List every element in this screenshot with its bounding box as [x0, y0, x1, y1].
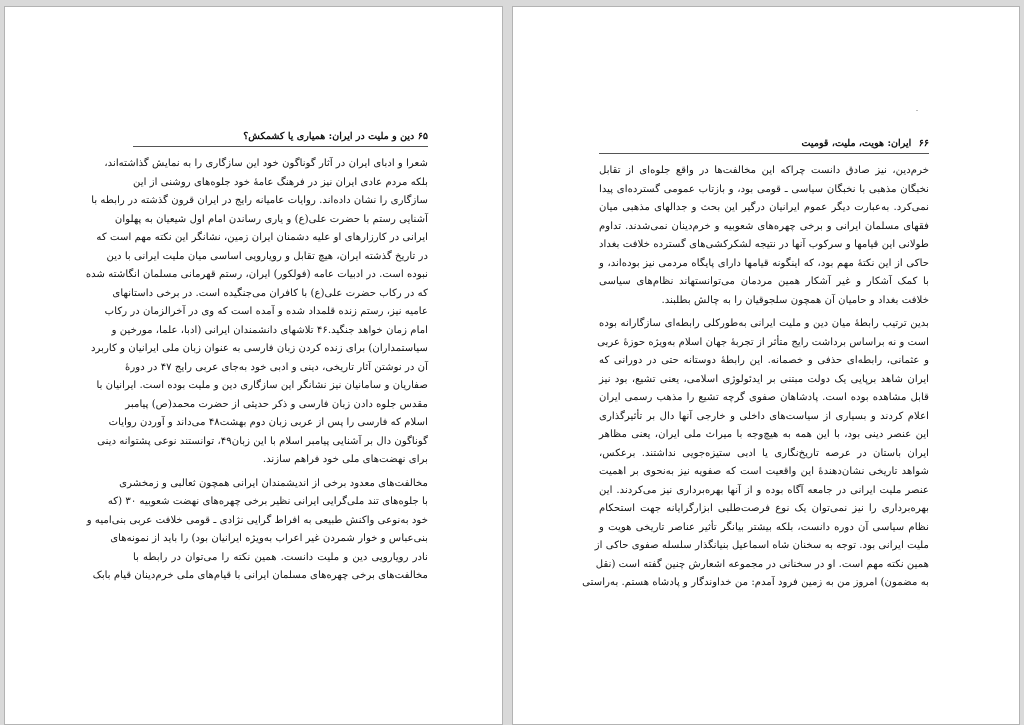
text-line: حاکی از این نکتهٔ مهم بود، که اینگونه قیامها دارای پایگاه مردمی نیز بوده‌اند، و	[599, 257, 929, 269]
text-line: در تاریخ گذشته ایران، هیچ تقابل و رویارویی اساسی میان ملیت ایرانی با دین	[106, 250, 428, 262]
text-line: طولانی این قیامها و سرکوب آنها در نتیجه لشکرکشی‌های گسترده خلافت بغداد	[599, 239, 929, 250]
text-line: شواهد تاریخی نشان‌دهندهٔ این واقعیت است که صفویه نیز به‌نحوی بر اهمیت	[599, 466, 929, 477]
text-line: خلافت بغداد و حامیان آن همچون سلجوقیان را به چالش بطلبند.	[661, 294, 929, 306]
text-line: ایران باستان در عرصه تاریخ‌نگاری یا ادبی ستیزه‌جویی نداشتند. برعکس،	[599, 447, 929, 459]
right-page	[512, 6, 1020, 725]
text-line: نبوده است. در ادبیات عامه (فولکور) ایران، رستم قهرمانی مسلمان انگاشته شده	[85, 269, 428, 280]
text-line: بهره‌برداری را نیز نمی‌توان یک نوع فرصت‌طلبی ابزارگرایانه جهت استحکام	[599, 503, 929, 514]
text-line: آشنایی رستم با حضرت علی(ع) و یاری رساندن امام اول شیعیان به پهلوان	[114, 213, 428, 225]
text-line: با کمک آشکار و غیر آشکار همین مردمان می‌توانستهاند نظام‌های سیاسی	[599, 276, 929, 287]
text-line: و عثمانی، رابطه‌ای حذفی و خصمانه. این رابطهٔ دوستانه حتی در دورانی که	[599, 355, 929, 366]
text-line: ایران شاهد برپایی یک دولت مبتنی بر ایدئولوژی اسلامی، یعنی تشیع، بود نیز	[599, 373, 929, 385]
text-line: نادر رویارویی دین و ملیت دانست. همین نکته را می‌توان در رابطه با	[133, 551, 428, 563]
text-line: صفاریان و سامانیان نیز نشانگر این سازگاری دین و ملیت بوده است. ایرانیان با	[96, 380, 428, 391]
text-line: ایرانی در کارزارهای او علیه دشمنان ایران زمین، نشانگر این نکته مهم است که	[96, 232, 428, 243]
text-line: است و نه براساس برداشت رایج متأثر از تجربهٔ جهان اسلام به‌ویژه حوزهٔ عربی	[597, 336, 929, 348]
text-line: نظام سیاسی آن دوره دانست، بلکه بیشتر بیانگر تأثیر عناصر تاریخی هویت و	[599, 521, 929, 533]
margin-mark	[916, 110, 918, 111]
text-line: فقهای مسلمان ایرانی و برخی چهره‌های شعوبیه و خرم‌دینان نمی‌شدند. تداوم	[599, 220, 929, 232]
text-line: ملیت ایرانی بود. توجه به سخنان شاه اسماعیل بنیانگذار سلسله صفوی حاکی از	[594, 540, 929, 551]
text-line: به مضمون) امروز من به زمین فرود آمدم: من خداوندگار و پادشاه هستم. به‌راستی	[582, 577, 929, 588]
running-header	[599, 138, 929, 154]
text-line: شعرا و ادبای ایران در آثار گوناگون خود این سازگاری را به نمایش گذاشته‌اند،	[104, 158, 428, 169]
text-line: اسلام که فارسی را پس از عربی زبان دوم بهشت۴۸ می‌داند و آوردن روایات	[108, 417, 428, 428]
text-line: بنی‌عباس و خوار شمردن غیر اعراب به‌ویژه ایرانیان بود) را باید از نمونه‌های	[110, 533, 428, 544]
right-page-content	[582, 138, 929, 593]
left-page	[4, 6, 503, 725]
text-line: همین نکته مهم است. او در سخنانی در مجموعه اشعارش چنین گفته است (نقل	[595, 558, 929, 570]
text-line: عنصر ملیت ایرانی در جامعه آگاه بوده و از آنها بهره‌برداری نیز می‌کردند. این	[599, 484, 929, 496]
text-line: بدین ترتیب رابطهٔ میان دین و ملیت ایرانی به‌طورکلی رابطه‌ای سازگارانه بوده	[599, 318, 929, 329]
text-line: مخالفت‌های معدود برخی از اندیشمندان ایرانی همچون ثعالبی و زمخشری	[119, 477, 428, 489]
text-line: خرم‌دین، نیز صادق دانست چراکه این مخالفت‌ها در واقع جلوه‌ای از تقابل	[599, 165, 929, 176]
header-title: ایران: هویت، ملیت، قومیت	[801, 138, 912, 149]
running-header	[133, 131, 428, 147]
body-text	[582, 162, 929, 593]
text-line: نمی‌کرد. به‌عبارت دیگر عموم ایرانیان درگیر این بحث و جدالهای مذهبی میان	[599, 202, 929, 213]
text-line: عامیه نیز، رستم زنده قلمداد شده و آمده است که وی در آخرالزمان در رکاب	[104, 306, 428, 317]
text-line: گوناگون دال بر آشنایی پیامبر اسلام با این زبان۴۹، توانستند نوعی پشتوانه دینی	[97, 435, 428, 447]
text-line: که در رکاب حضرت علی(ع) با کافران می‌جنگیده است. در برخی داستانهای	[112, 287, 428, 299]
text-line: نخبگان مذهبی با نخبگان سیاسی ـ قومی بود، و بازتاب عمومی گسترده‌ای پیدا	[599, 183, 929, 195]
header-title: دین و ملیت در ایران: همیاری یا کشمکش؟	[243, 131, 415, 142]
page-number: ۶۵	[417, 131, 428, 142]
text-line: مقدس جلوه دادن زبان فارسی و ذکر حدیثی از حضرت محمد(ص) پیامبر	[125, 398, 428, 410]
text-line: سازگاری را نشان داده‌اند. روایات عامیانه رایج در ایران قرون گذشته در رابطه با	[91, 195, 428, 206]
text-line: آن در نوشتن آثار تاریخی، دینی و ادبی خود به‌جای عربی رایج ۴۷ در دورهٔ	[125, 361, 428, 373]
left-page-content	[85, 131, 428, 586]
text-line: قابل مشاهده بوده است. پادشاهان صفوی گرچه تشیع را مذهب رسمی ایران	[599, 392, 929, 403]
text-line: این عنصر دینی بود، با این همه به هیچ‌وجه با میراث ملی ایران، یعنی مظاهر	[599, 429, 929, 440]
body-text	[85, 155, 428, 586]
text-line: امام زمان خواهد جنگید.۴۶ تلاشهای دانشمندان ایرانی (ادبا، علما، مورخین و	[111, 324, 428, 336]
text-line: بلکه مردم عادی ایران نیز در فرهنگ عامهٔ خود جلوه‌های روشنی از این	[133, 176, 428, 188]
text-line: سیاستمداران) برای زنده کردن زبان فارسی به عنوان زبان ملی ایرانیان و کاربرد	[91, 343, 428, 354]
text-line: برای نهضت‌های ملی خود فراهم سازند.	[262, 454, 428, 465]
page-number: ۶۶	[918, 138, 929, 149]
text-line: با جلوه‌های تند ملی‌گرایی ایرانی نظیر برخی چهره‌های نهضت شعوبیه ۳۰ (که	[107, 496, 428, 507]
text-line: اعلام کردند و بسیاری از سیاست‌های داخلی و خارجی آنها دال بر تأثیرگذاری	[599, 410, 929, 422]
text-line: مخالفت‌های برخی چهره‌های مسلمان ایرانی با قیام‌های ملی خرم‌دینان قیام بابک	[92, 570, 428, 581]
text-line: خود به‌نوعی واکنش طبیعی به افراط گرایی نژادی ـ قومی خلافت عربی بنی‌امیه و	[86, 514, 428, 526]
